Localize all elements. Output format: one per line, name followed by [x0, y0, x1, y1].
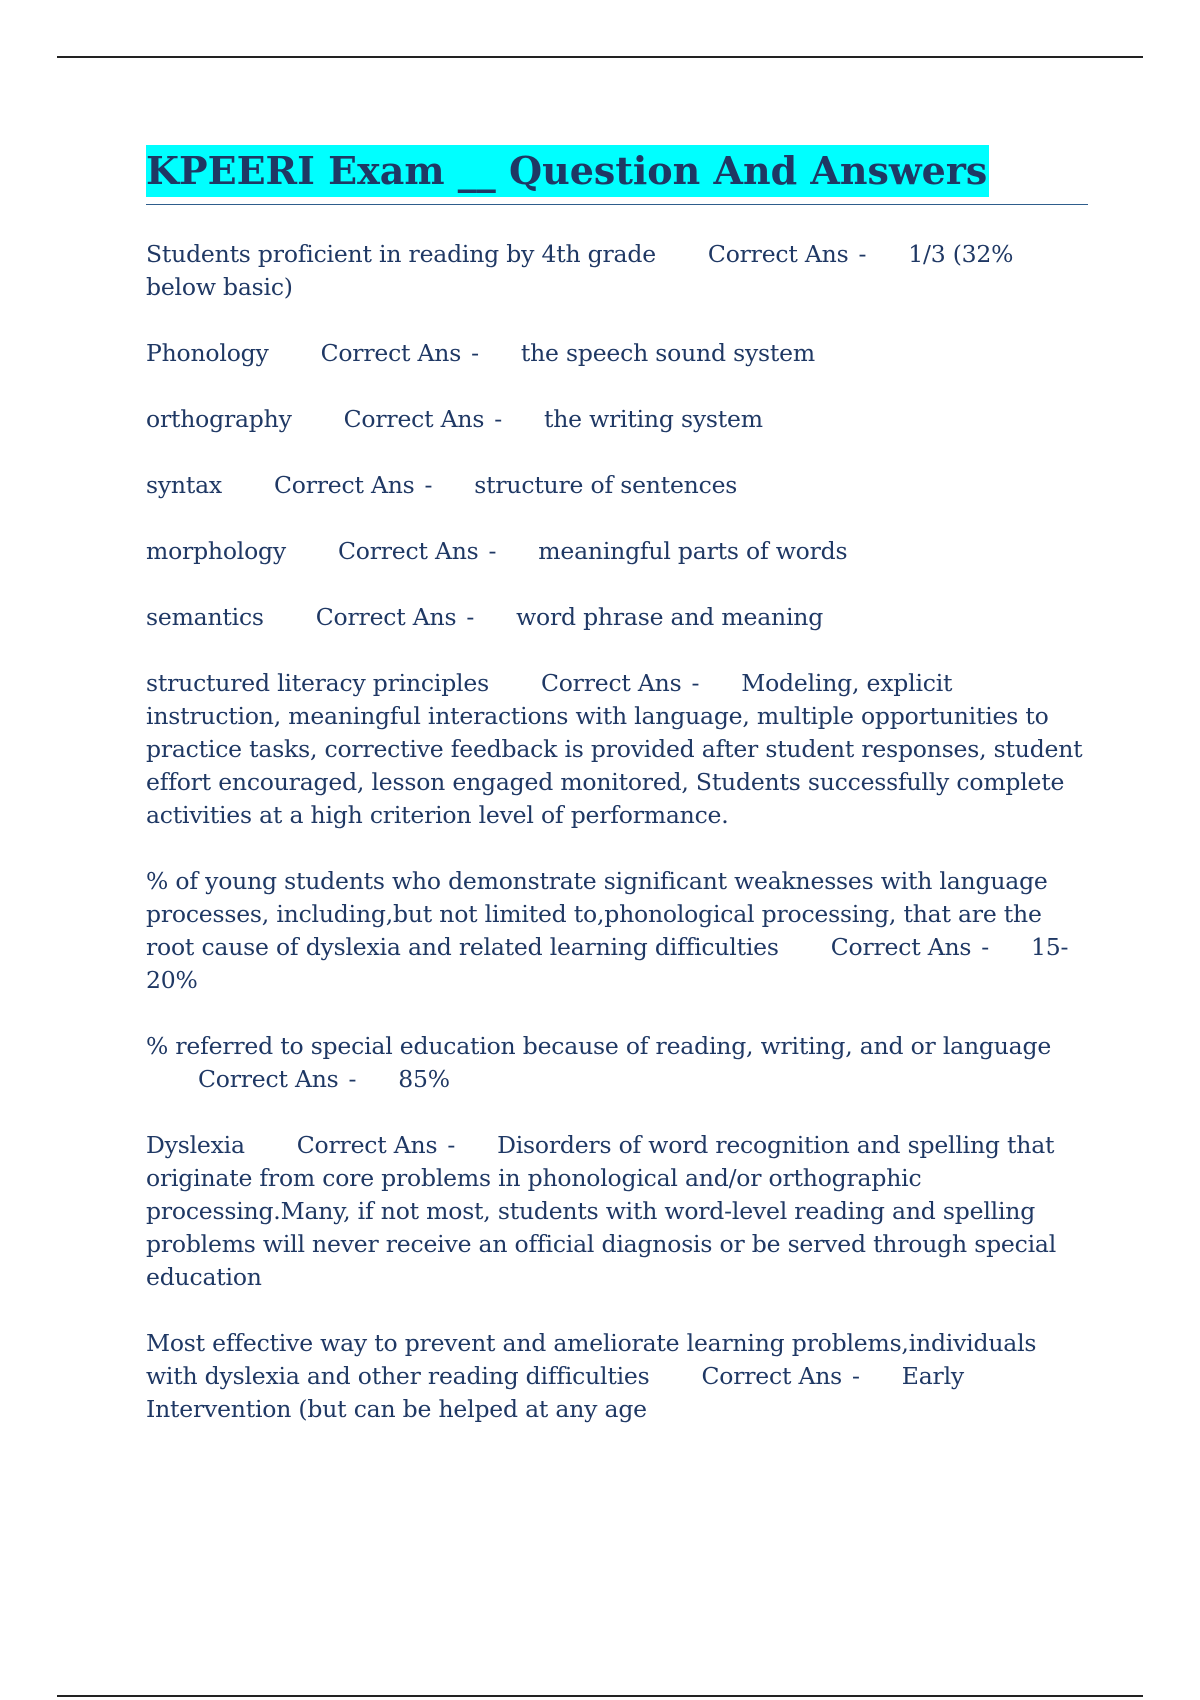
answer-label: Correct Ans — [296, 1131, 438, 1159]
qa-list — [146, 238, 1088, 1459]
qa-item — [146, 403, 1088, 436]
question-text: syntax — [146, 471, 222, 499]
answer-text: meaningful parts of words — [538, 537, 848, 565]
question-text: structured literacy principles — [146, 669, 489, 697]
answer-separator: - — [447, 1131, 456, 1159]
question-text: orthography — [146, 405, 292, 433]
qa-item — [146, 469, 1088, 502]
qa-item — [146, 865, 1088, 997]
page-title: KPEERI Exam __ Question And Answers — [146, 145, 989, 197]
qa-item — [146, 1129, 1088, 1294]
answer-text: word phrase and meaning — [516, 603, 824, 631]
question-text: semantics — [146, 603, 264, 631]
answer-separator: - — [488, 537, 497, 565]
question-text: Dyslexia — [146, 1131, 245, 1159]
answer-label: Correct Ans — [707, 240, 849, 268]
answer-label: Correct Ans — [830, 933, 972, 961]
answer-label: Correct Ans — [315, 603, 457, 631]
answer-separator: - — [348, 1065, 357, 1093]
qa-item — [146, 1327, 1088, 1426]
question-text: % of young students who demonstrate significant weaknesses with language processes, including,but not limited to,phonological processing, that are the root cause of dyslexia and related learning difficulties — [146, 867, 1048, 961]
question-text: Most effective way to prevent and ameliorate learning problems,individuals with dyslexia and other reading difficulties — [146, 1329, 1037, 1390]
answer-text: Disorders of word recognition and spelling that originate from core problems in phonological and/or orthographic processing.Many, if not most, students with word-level reading and spelling problems will never receive an official diagnosis or be served through special education — [146, 1131, 1057, 1291]
answer-text: the writing system — [543, 405, 763, 433]
answer-separator: - — [424, 471, 433, 499]
qa-item — [146, 1030, 1088, 1096]
answer-text: structure of sentences — [474, 471, 738, 499]
qa-item — [146, 238, 1088, 304]
answer-separator: - — [858, 240, 867, 268]
answer-text: 1/3 (32% below basic) — [146, 240, 1014, 301]
answer-text: Modeling, explicit instruction, meaningful interactions with language, multiple opportunities to practice tasks, corrective feedback is provided after student responses, student effort encouraged, lesson engaged monitored, Students successfully complete activities at a high criterion level of performance. — [146, 669, 1083, 829]
qa-item — [146, 337, 1088, 370]
answer-label: Correct Ans — [198, 1065, 339, 1093]
question-text: Students proficient in reading by 4th grade — [146, 240, 656, 268]
answer-separator: - — [471, 339, 479, 367]
answer-label: Correct Ans — [540, 669, 682, 697]
answer-separator: - — [981, 933, 990, 961]
qa-item — [146, 601, 1088, 634]
answer-text: Early Intervention (but can be helped at any age — [146, 1362, 964, 1423]
answer-text: 15-20% — [146, 933, 1069, 994]
title-block — [146, 145, 1088, 205]
question-text: Phonology — [146, 339, 269, 367]
answer-separator: - — [691, 669, 700, 697]
top-rule — [57, 56, 1143, 58]
answer-text: the speech sound system — [520, 339, 815, 367]
answer-label: Correct Ans — [343, 405, 485, 433]
answer-label: Correct Ans — [273, 471, 415, 499]
answer-label: Correct Ans — [320, 339, 462, 367]
answer-separator: - — [494, 405, 502, 433]
bottom-rule — [57, 1695, 1143, 1697]
qa-item — [146, 535, 1088, 568]
question-text: morphology — [146, 537, 286, 565]
answer-label: Correct Ans — [701, 1362, 843, 1390]
answer-separator: - — [466, 603, 475, 631]
answer-text: 85% — [398, 1065, 450, 1093]
qa-item — [146, 667, 1088, 832]
question-text: % referred to special education because of reading, writing, and or language — [146, 1032, 1052, 1060]
answer-label: Correct Ans — [337, 537, 479, 565]
answer-separator: - — [852, 1362, 860, 1390]
